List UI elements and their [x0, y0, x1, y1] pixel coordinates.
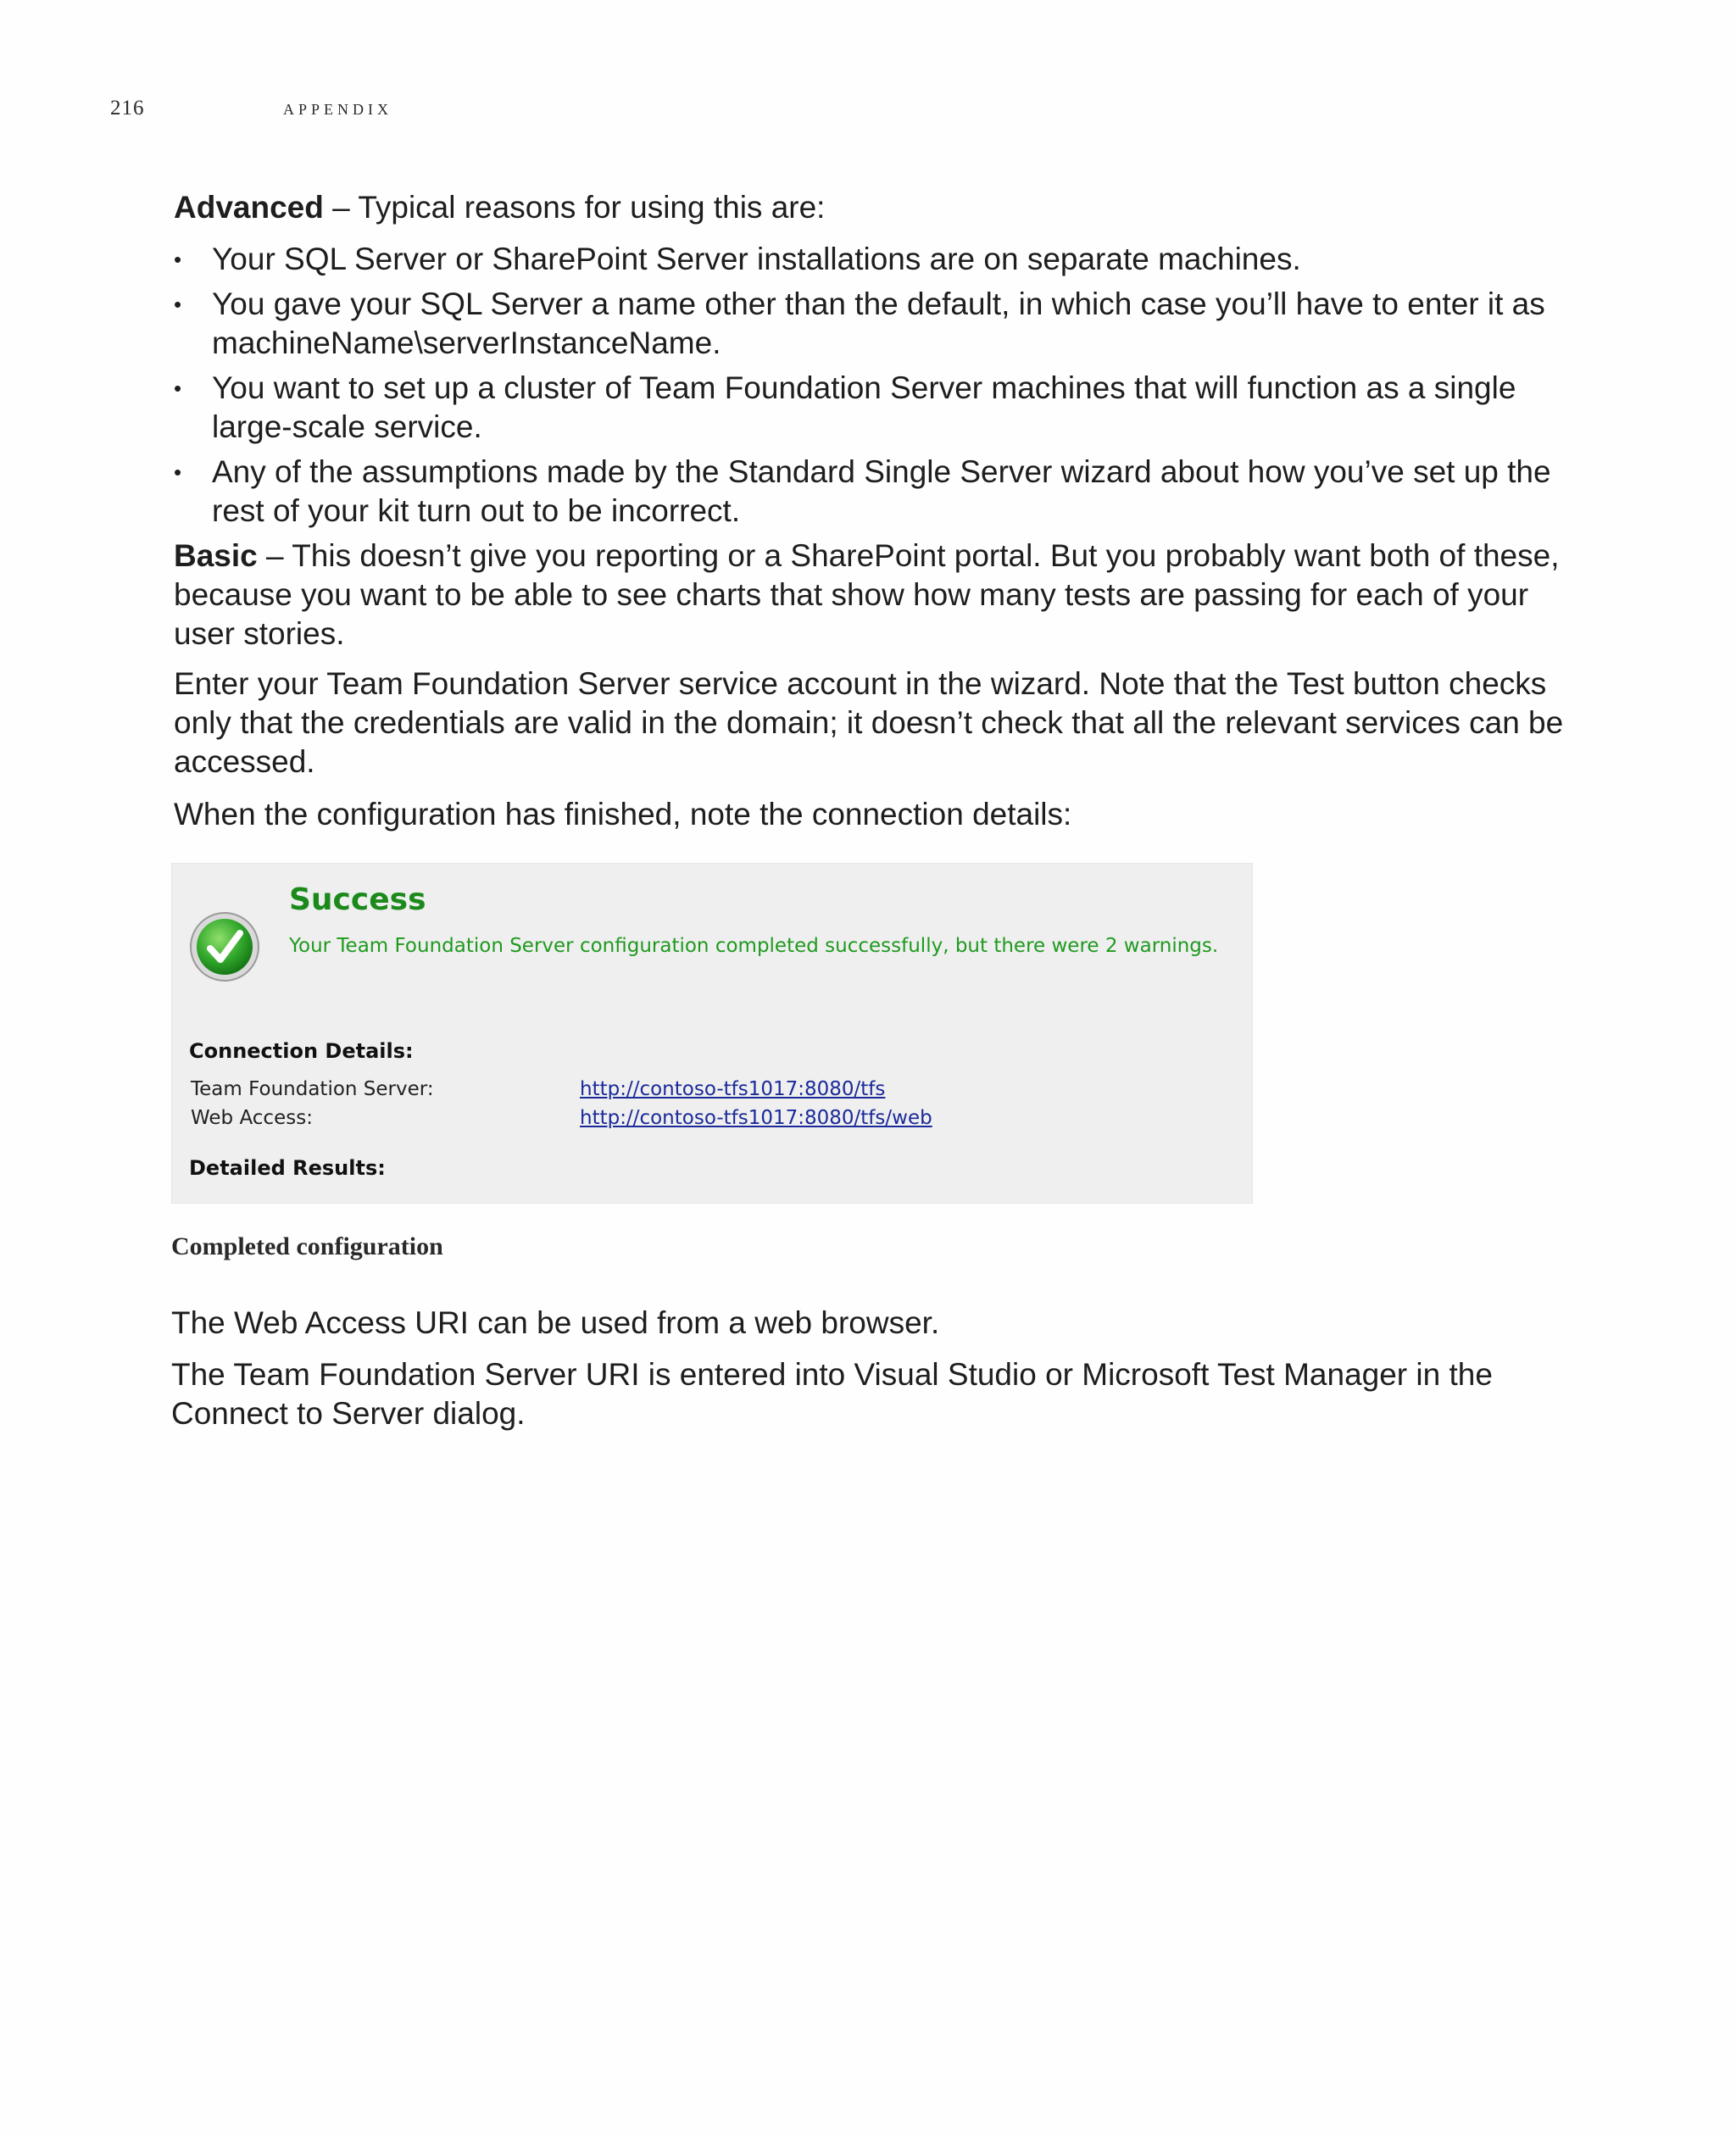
- tfs-uri-paragraph: The Team Foundation Server URI is entered into Visual Studio or Microsoft Test Manager in the Connect to Server dialog.: [171, 1357, 1493, 1431]
- web-access-uri-paragraph: The Web Access URI can be used from a web browser.: [171, 1305, 940, 1340]
- when-finished-paragraph: When the configuration has finished, note the connection details:: [174, 797, 1072, 832]
- bullet-icon: •: [174, 292, 182, 317]
- web-access-url-link[interactable]: http://contoso-tfs1017:8080/tfs/web: [580, 1107, 932, 1129]
- bullet-icon: •: [174, 459, 182, 485]
- service-account-paragraph: Enter your Team Foundation Server service account in the wizard. Note that the Test button checks only that the credentials are valid in the domain; it doesn’t check that all the relevant services can be accessed.: [174, 666, 1564, 779]
- success-message: Your Team Foundation Server configuration completed successfully, but there were 2 warnings.: [289, 935, 1219, 957]
- tfs-label: Team Foundation Server:: [191, 1078, 434, 1100]
- list-item: [174, 369, 1572, 447]
- page-number: 216: [110, 97, 145, 120]
- advanced-paragraph: [174, 188, 1572, 227]
- list-item: [174, 240, 1572, 279]
- running-head: appendix: [283, 97, 393, 120]
- list-item-text: You gave your SQL Server a name other than the default, in which case you’ll have to enter it as machineName\serverInstanceName.: [212, 286, 1545, 360]
- bullet-icon: •: [174, 375, 182, 401]
- basic-term: Basic: [174, 538, 258, 573]
- list-item: [174, 453, 1572, 531]
- basic-paragraph: [174, 537, 1572, 654]
- tfs-url-link[interactable]: http://contoso-tfs1017:8080/tfs: [580, 1078, 886, 1100]
- detailed-results-heading: Detailed Results:: [189, 1156, 386, 1180]
- connection-details-heading: Connection Details:: [189, 1039, 414, 1063]
- basic-text: – This doesn’t give you reporting or a SharePoint portal. But you probably want both of these, because you want to be able to see charts that show how many tests are passing for each of your user stories.: [174, 538, 1560, 651]
- success-title: Success: [289, 882, 426, 917]
- check-circle-icon: [189, 911, 260, 982]
- reasons-list: [174, 240, 1572, 537]
- list-item-text: Your SQL Server or SharePoint Server installations are on separate machines.: [212, 242, 1301, 276]
- figure-caption: Completed configuration: [171, 1232, 443, 1260]
- list-item-text: You want to set up a cluster of Team Foundation Server machines that will function as a single large-scale service.: [212, 370, 1516, 444]
- advanced-text: – Typical reasons for using this are:: [323, 190, 826, 225]
- success-screenshot: [171, 863, 1253, 1204]
- web-access-label: Web Access:: [191, 1107, 313, 1129]
- advanced-term: Advanced: [174, 190, 324, 225]
- list-item: [174, 285, 1572, 363]
- bullet-icon: •: [174, 247, 182, 272]
- list-item-text: Any of the assumptions made by the Standard Single Server wizard about how you’ve set up the rest of your kit turn out to be incorrect.: [212, 454, 1551, 528]
